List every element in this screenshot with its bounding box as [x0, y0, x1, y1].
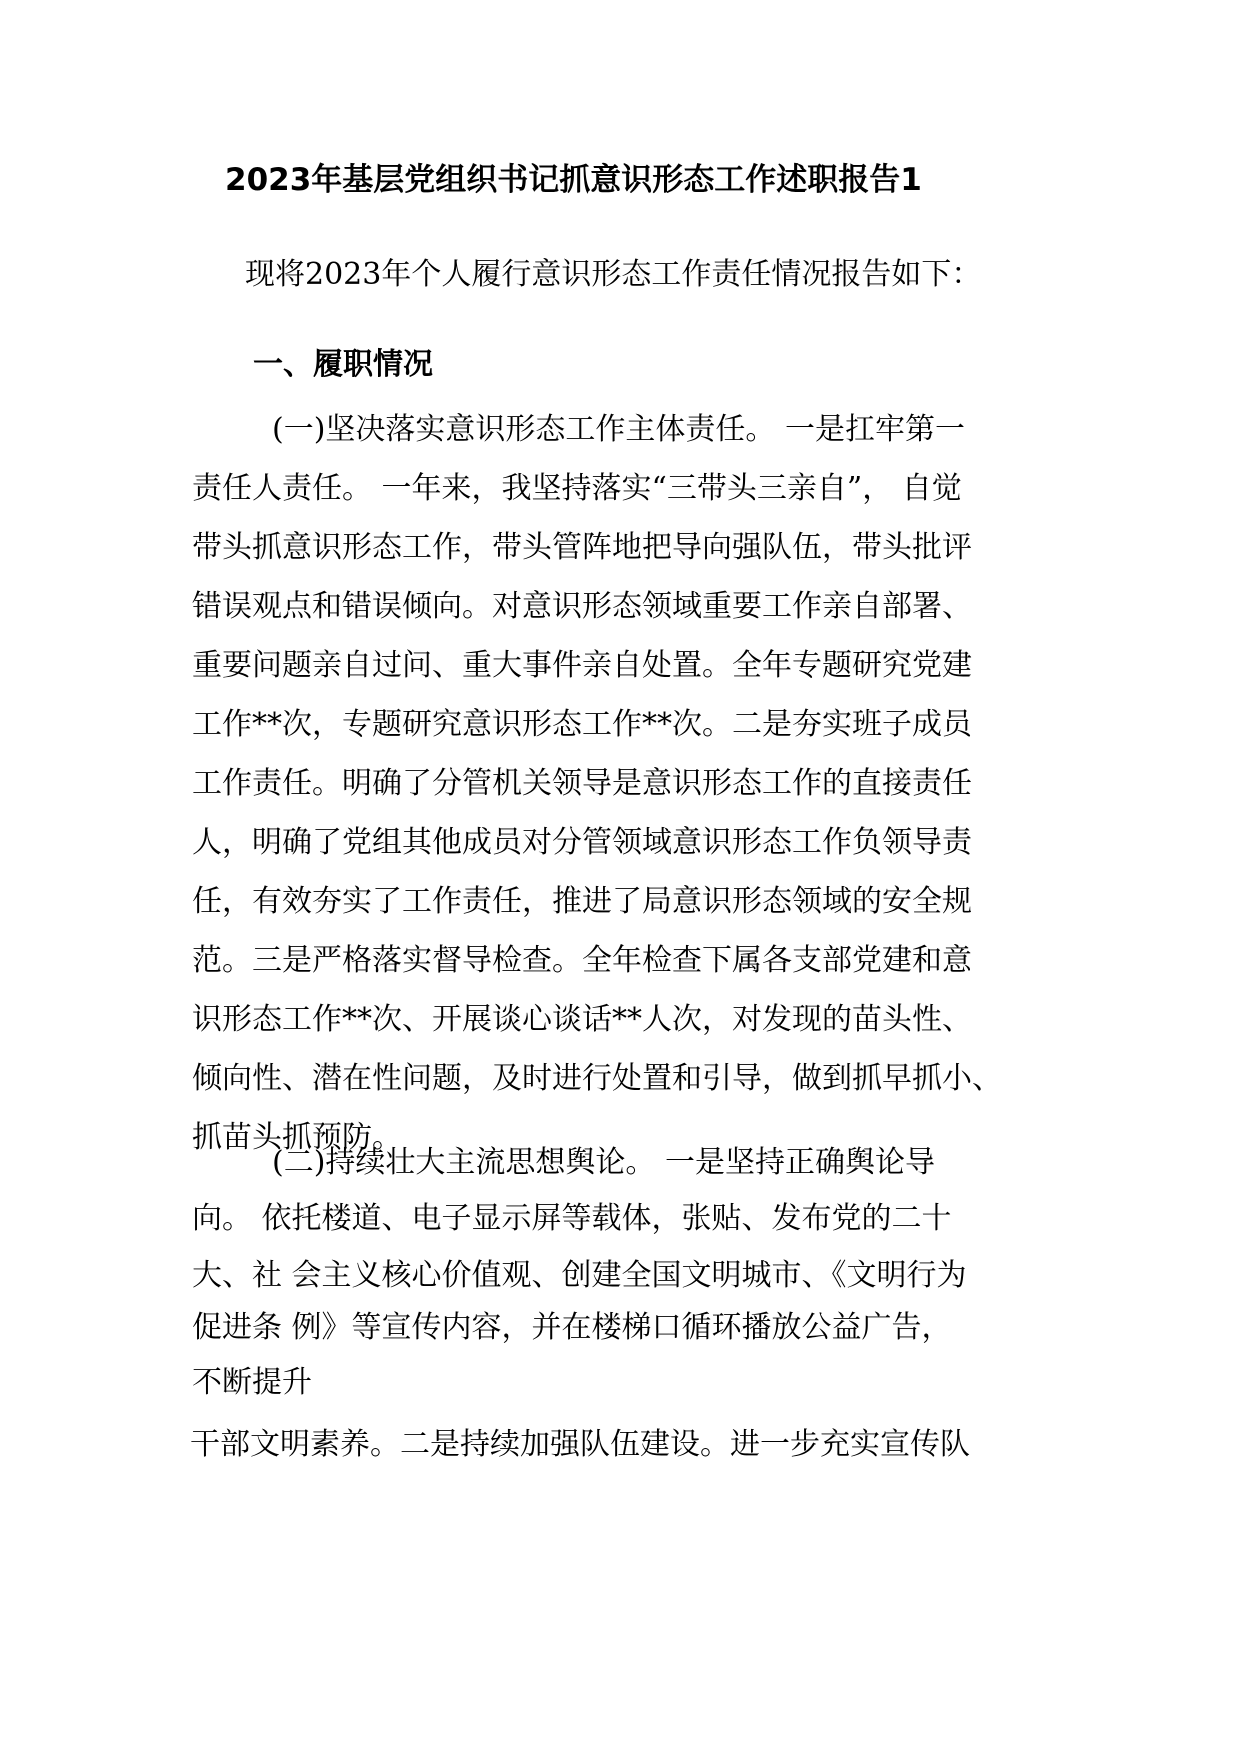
paragraph-line: 范。三是严格落实督导检查。全年检查下属各支部党建和意 [192, 943, 972, 978]
section-heading: 一、履职情况 [253, 347, 433, 382]
document-title: 2023年基层党组织书记抓意识形态工作述职报告1 [225, 162, 922, 198]
paragraph-line: 错误观点和错误倾向。对意识形态领域重要工作亲自部署、 [192, 589, 972, 624]
paragraph-line: 任，有效夯实了工作责任，推进了局意识形态领域的安全规 [192, 884, 972, 919]
paragraph-line: 工作责任。明确了分管机关领导是意识形态工作的直接责任 [192, 766, 972, 801]
paragraph-line: (一)坚决落实意识形态工作主体责任。 一是扛牢第一 [272, 412, 965, 447]
paragraph-line: 人，明确了党组其他成员对分管领域意识形态工作负领导责 [192, 825, 972, 860]
paragraph-line: (二)持续壮大主流思想舆论。 一是坚持正确舆论导 [272, 1145, 935, 1180]
paragraph-line: 抓苗头抓预防。 [192, 1120, 402, 1155]
paragraph-line: 干部文明素养。二是持续加强队伍建设。进一步充实宣传队 [190, 1427, 970, 1462]
paragraph-line: 不断提升 [192, 1365, 312, 1400]
intro-paragraph: 现将2023年个人履行意识形态工作责任情况报告如下： [245, 257, 982, 292]
paragraph-line: 重要问题亲自过问、重大事件亲自处置。全年专题研究党建 [192, 648, 972, 683]
paragraph-2 [192, 1135, 1072, 1475]
paragraph-line: 大、社 会主义核心价值观、创建全国文明城市、《文明行为 [192, 1258, 967, 1293]
paragraph-line: 识形态工作**次、开展谈心谈话**人次，对发现的苗头性、 [192, 1002, 972, 1037]
paragraph-1 [192, 400, 1072, 1167]
paragraph-line: 向。 依托楼道、电子显示屏等载体，张贴、发布党的二十 [192, 1201, 952, 1236]
paragraph-line: 责任人责任。 一年来，我坚持落实“三带头三亲自”， 自觉 [192, 471, 962, 506]
paragraph-line: 促进条 例》等宣传内容，并在楼梯口循环播放公益广告， [192, 1310, 952, 1345]
paragraph-line: 带头抓意识形态工作，带头管阵地把导向强队伍，带头批评 [192, 530, 972, 565]
paragraph-line: 工作**次，专题研究意识形态工作**次。二是夯实班子成员 [192, 707, 972, 742]
paragraph-line: 倾向性、潜在性问题，及时进行处置和引导，做到抓早抓小、 [192, 1061, 1002, 1096]
